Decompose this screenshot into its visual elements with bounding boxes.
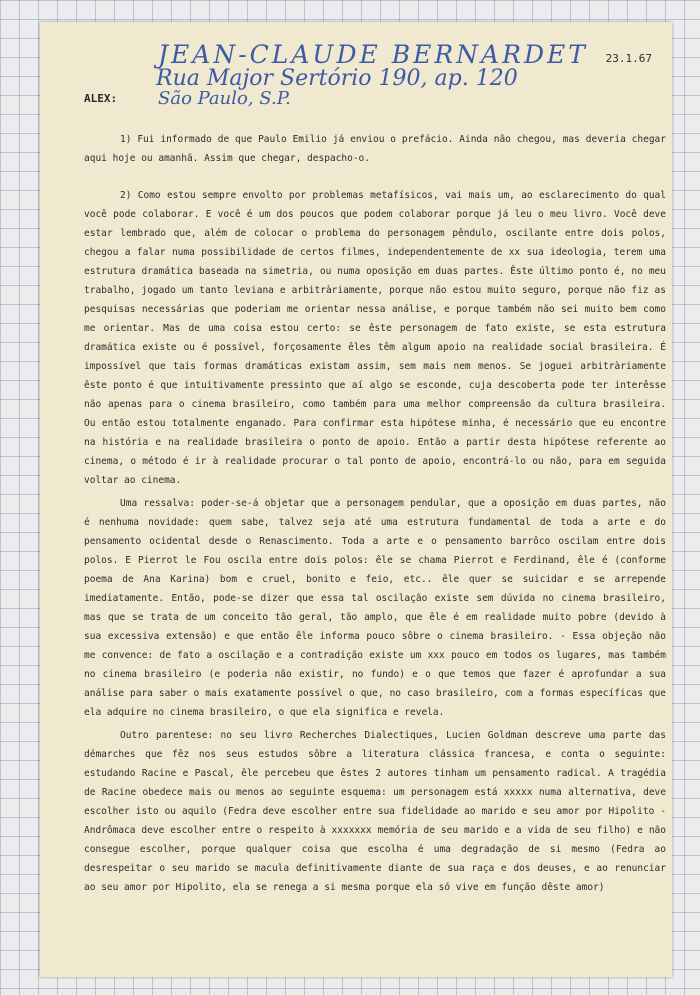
paragraph-2: 2) Como estou sempre envolto por problemas metafísicos, vai mais um, ao esclarecimento do qual você pode colaborar. E você é um dos poucos que podem colaborar porque já leu o meu livro. Você deve estar lembrado que, além de colocar o problema do personagem pêndulo, oscilante entre dois polos, chegou a falar numa possibilidade de certos filmes, independentemente de xx sua ideologia, terem uma estrutura dramática baseada na simetria, ou numa oposição em duas partes. Êste último ponto é, no meu trabalho, jogado um tanto leviana e arbitràriamente, porque não estou muito seguro, porque não fiz as pesquisas necessárias que poderiam me orientar nessa análise, e porque também não sei muito bem como me orientar. Mas de uma coisa estou certo: se êste personagem de fato existe, se esta estrutura dramática existe ou é possível, forçosamente êles têm algum apoio na realidade social brasileira. É impossível que tais formas dramáticas existam assim, sem mais nem menos. Se joguei arbitràriamente êste ponto é que intuitivamente pressinto que aí algo se esconde, cuja descoberta pode ter interêsse não apenas para o cinema brasileiro, como também para uma melhor compreensão da cultura brasileira. Ou então estou totalmente enganado. Para confirmar esta hipótese minha, é necessário que eu encontre na história e na realidade brasileira o ponto de apoio. Então a partir desta hipótese referente ao cinema, o método é ir à realidade procurar o tal ponto de apoio, encontrá-lo ou não, para em seguida voltar ao cinema. (84, 190, 666, 486)
letter-date: 23.1.67 (605, 52, 652, 65)
letter-page (40, 22, 672, 977)
handwritten-address-line-2: São Paulo, S.P. (158, 88, 291, 109)
paragraph-1: 1) Fui informado de que Paulo Emilio já enviou o prefácio. Ainda não chegou, mas deveria chegar aqui hoje ou amanhã. Assim que chegar, despacho-o. (84, 134, 666, 164)
handwritten-name: JEAN-CLAUDE BERNARDET (158, 40, 588, 69)
handwritten-address-line-1: Rua Major Sertório 190, ap. 120 (156, 66, 518, 91)
paragraph-4: Outro parentese: no seu livro Recherches Dialectiques, Lucien Goldman descreve uma parte das démarches que fêz nos seus estudos sôbre a literatura clássica francesa, e conta o seguinte: estudando Racine e Pascal, êle percebeu que êstes 2 autores tinham um pensamento radical. A tragédia de Racine obedece mais ou menos ao seguinte esquema: um personagem está xxxxx numa alternativa, deve escolher isto ou aquilo (Fedra deve escolher entre sua fidelidade ao marido e seu amor por Hipolito - Andrômaca deve escolher entre o respeito à xxxxxxx memória de seu marido e a vida de seu filho) e não consegue escolher, porque qualquer coisa que escolha é uma degradação de si mesmo (Fedra ao desrespeitar o seu marido se macula definitivamente diante de sua raça e dos deuses, e ao renunciar ao seu amor por Hipolito, ela se renega a si mesma porque ela só vive em função dêste amor) (84, 730, 666, 893)
letter-recipient: ALEX: (84, 92, 118, 105)
letter-body (84, 130, 666, 897)
paragraph-3: Uma ressalva: poder-se-á objetar que a personagem pendular, que a oposição em duas partes, não é nenhuma novidade: quem sabe, talvez seja até uma estrutura fundamental de toda a arte e do pensamento ocidental desde o Renascimento. Toda a arte e o pensamento barrôco oscilam entre dois polos. E Pierrot le Fou oscila entre dois polos: êle se chama Pierrot e Ferdinand, êle é (conforme poema de Ana Karina) bom e cruel, bonito e feio, etc.. êle quer se suicidar e se arrepende imediatamente. Então, pode-se dizer que essa tal oscilação existe sem dúvida no cinema brasileiro, mas que se trata de um conceito tão geral, tão amplo, que êle é em realidade muito pobre (devido à sua excessiva extensão) e que então êle informa pouco sôbre o cinema brasileiro. - Essa objeção não me convence: de fato a oscilação e a contradição existe um xxx pouco em todos os lugares, mas também no cinema brasileiro (e poderia não existir, no fundo) e o que temos que fazer é aprofundar a sua análise para saber o mais exatamente possível o que, no caso brasileiro, com a formas específicas que ela adquire no cinema brasileiro, o que ela significa e revela. (84, 498, 666, 718)
